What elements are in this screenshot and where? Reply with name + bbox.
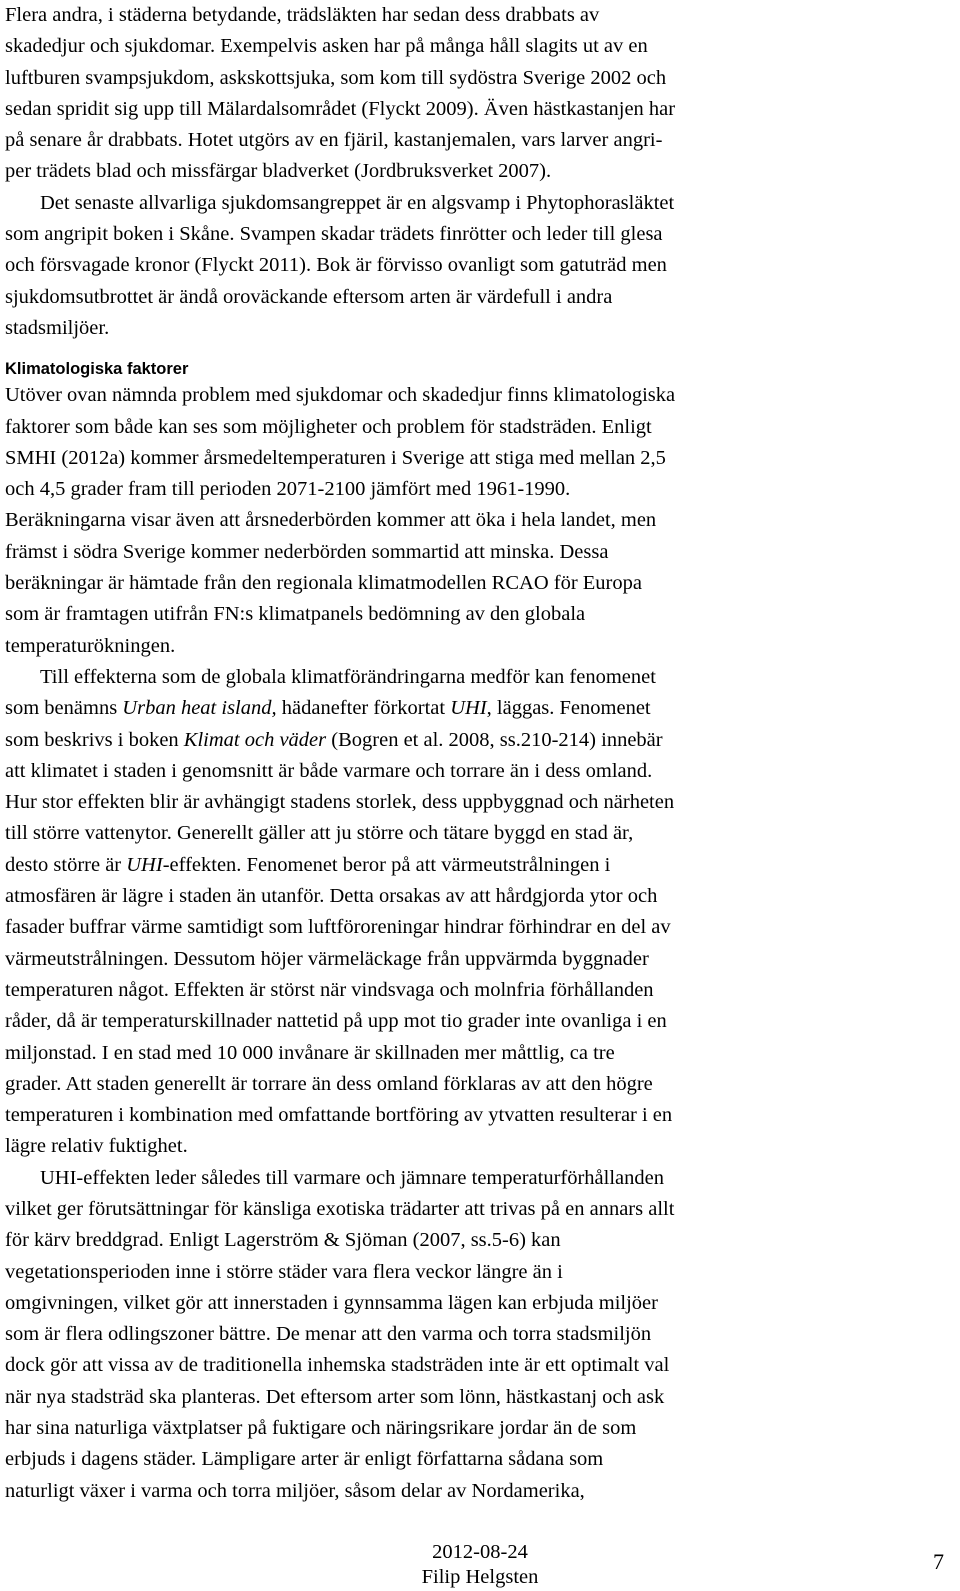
text-line: till större vattenytor. Generellt gäller att ju större och tätare byggd en stad är, xyxy=(5,822,634,845)
text-line: miljonstad. I en stad med 10 000 invånare är skillnaden mer måttlig, ca tre xyxy=(5,1041,615,1064)
text-run: -effekten. Fenomenet beror på att värmeutstrålningen i xyxy=(162,853,611,876)
italic-term: UHI xyxy=(450,697,487,720)
text-line: och 4,5 grader fram till perioden 2071-2100 jämfört med 1961-1990. xyxy=(5,478,571,501)
text-line: dock gör att vissa av de traditionella inhemska stadsträden inte är ett optimalt val xyxy=(5,1354,670,1377)
text-line: sjukdomsutbrottet är ändå oroväckande eftersom arten är värdefull i andra xyxy=(5,285,613,308)
text-line: råder, då är temperaturskillnader nattetid på upp mot tio grader inte ovanliga i en xyxy=(5,1010,667,1033)
text-line: naturligt växer i varma och torra miljöer, såsom delar av Nordamerika, xyxy=(5,1479,585,1502)
footer-date: 2012-08-24 xyxy=(432,1541,528,1563)
text-line: Hur stor effekten blir är avhängigt stadens storlek, dess uppbyggnad och närheten xyxy=(5,791,675,814)
text-line: Utöver ovan nämnda problem med sjukdomar och skadedjur finns klimatologiska xyxy=(5,384,676,407)
text-line: erbjuds i dagens städer. Lämpligare arter är enligt författarna sådana som xyxy=(5,1448,604,1471)
text-line: Flera andra, i städerna betydande, trädsläkten har sedan dess drabbats av xyxy=(5,4,600,26)
footer-author: Filip Helgsten xyxy=(421,1566,539,1588)
text-line: UHI-effekten leder således till varmare och jämnare temperaturförhållanden xyxy=(40,1166,664,1189)
text-line: vilket ger förutsättningar för känsliga exotiska trädarter att trivas på en annars allt xyxy=(5,1197,675,1220)
page-footer xyxy=(0,1540,960,1590)
document-page xyxy=(5,0,825,1507)
text-run: (Bogren et al. 2008, ss.210-214) innebär xyxy=(326,728,663,751)
text-line: beräkningar är hämtade från den regionala klimatmodellen RCAO för Europa xyxy=(5,572,642,595)
page-number: 7 xyxy=(933,1549,944,1574)
text-line: som angripit boken i Skåne. Svampen skadar trädets finrötter och leder till glesa xyxy=(5,223,663,246)
text-line: att klimatet i staden i genomsnitt är både varmare och torrare än i dess omland. xyxy=(5,759,653,782)
text-run: som beskrivs i boken xyxy=(5,728,184,751)
text-line: som är flera odlingszoner bättre. De menar att den varma och torra stadsmiljön xyxy=(5,1323,652,1346)
text-line: luftburen svampsjukdom, askskottsjuka, som kom till sydöstra Sverige 2002 och xyxy=(5,66,667,89)
text-line: SMHI (2012a) kommer årsmedeltemperaturen i Sverige att stiga med mellan 2,5 xyxy=(5,446,666,469)
text-line: och försvagade kronor (Flyckt 2011). Bok är förvisso ovanligt som gatuträd men xyxy=(5,254,667,277)
text-line: Till effekterna som de globala klimatförändringarna medför kan fenomenet xyxy=(40,665,656,688)
text-line: atmosfären är lägre i staden än utanför. Detta orsakas av att hårdgjorda ytor och xyxy=(5,885,658,908)
text-line: omgivningen, vilket gör att innerstaden i gynnsamma lägen kan erbjuda miljöer xyxy=(5,1291,658,1314)
text-run: som benämns xyxy=(5,697,123,720)
text-line: på senare år drabbats. Hotet utgörs av en fjäril, kastanjemalen, vars larver angri- xyxy=(5,129,663,152)
text-run: hädanefter förkortat xyxy=(276,697,451,720)
text-run: , läggas. Fenomenet xyxy=(486,697,651,720)
text-line: som är framtagen utifrån FN:s klimatpanels bedömning av den globala xyxy=(5,603,586,626)
text-line: värmeutstrålningen. Dessutom höjer värmeläckage från uppvärmda byggnader xyxy=(5,947,649,970)
paragraph-phytophora xyxy=(5,188,825,344)
text-line: när nya stadsträd ska planteras. Det eftersom arter som lönn, hästkastanj och ask xyxy=(5,1385,665,1408)
text-line: för kärv breddgrad. Enligt Lagerström & Sjöman (2007, ss.5-6) kan xyxy=(5,1229,561,1252)
text-line: faktorer som både kan ses som möjligheter och problem för stadsträden. Enligt xyxy=(5,415,652,438)
text-line: lägre relativ fuktighet. xyxy=(5,1135,188,1158)
text-line: fasader buffrar värme samtidigt som luftföroreningar hindrar förhindrar en del av xyxy=(5,916,671,939)
text-run: desto större är xyxy=(5,853,127,876)
paragraph-uhi xyxy=(5,662,825,1163)
italic-term: Urban heat island, xyxy=(122,697,277,720)
section-heading: Klimatologiska faktorer xyxy=(5,360,189,379)
italic-book-title: Klimat och väder xyxy=(183,728,327,751)
paragraph-uhi-effects xyxy=(5,1163,825,1507)
text-line: Det senaste allvarliga sjukdomsangreppet är en algsvamp i Phytophorasläktet xyxy=(40,191,675,214)
italic-term: UHI xyxy=(126,853,163,876)
text-line: sedan spridit sig upp till Mälardalsområdet (Flyckt 2009). Även hästkastanjen har xyxy=(5,97,676,120)
text-line: skadedjur och sjukdomar. Exempelvis asken har på många håll slagits ut av en xyxy=(5,35,648,58)
text-line: temperaturökningen. xyxy=(5,634,176,657)
paragraph-climate xyxy=(5,380,825,662)
text-line: grader. Att staden generellt är torrare än dess omland förklaras av att den högre xyxy=(5,1072,653,1095)
text-line: per trädets blad och missfärgar bladverket (Jordbruksverket 2007). xyxy=(5,160,552,183)
paragraph-pests xyxy=(5,0,825,188)
text-line: vegetationsperioden inne i större städer vara flera veckor längre än i xyxy=(5,1260,563,1283)
text-line: temperaturen i kombination med omfattande bortföring av ytvatten resulterar i en xyxy=(5,1104,673,1127)
text-line: har sina naturliga växtplatser på fuktigare och näringsrikare jordar än de som xyxy=(5,1417,637,1440)
text-line: temperaturen något. Effekten är störst när vindsvaga och molnfria förhållanden xyxy=(5,978,654,1001)
text-line: främst i södra Sverige kommer nederbörden sommartid att minska. Dessa xyxy=(5,540,609,563)
text-line: Beräkningarna visar även att årsnederbörden kommer att öka i hela landet, men xyxy=(5,509,657,532)
text-line: stadsmiljöer. xyxy=(5,316,110,339)
